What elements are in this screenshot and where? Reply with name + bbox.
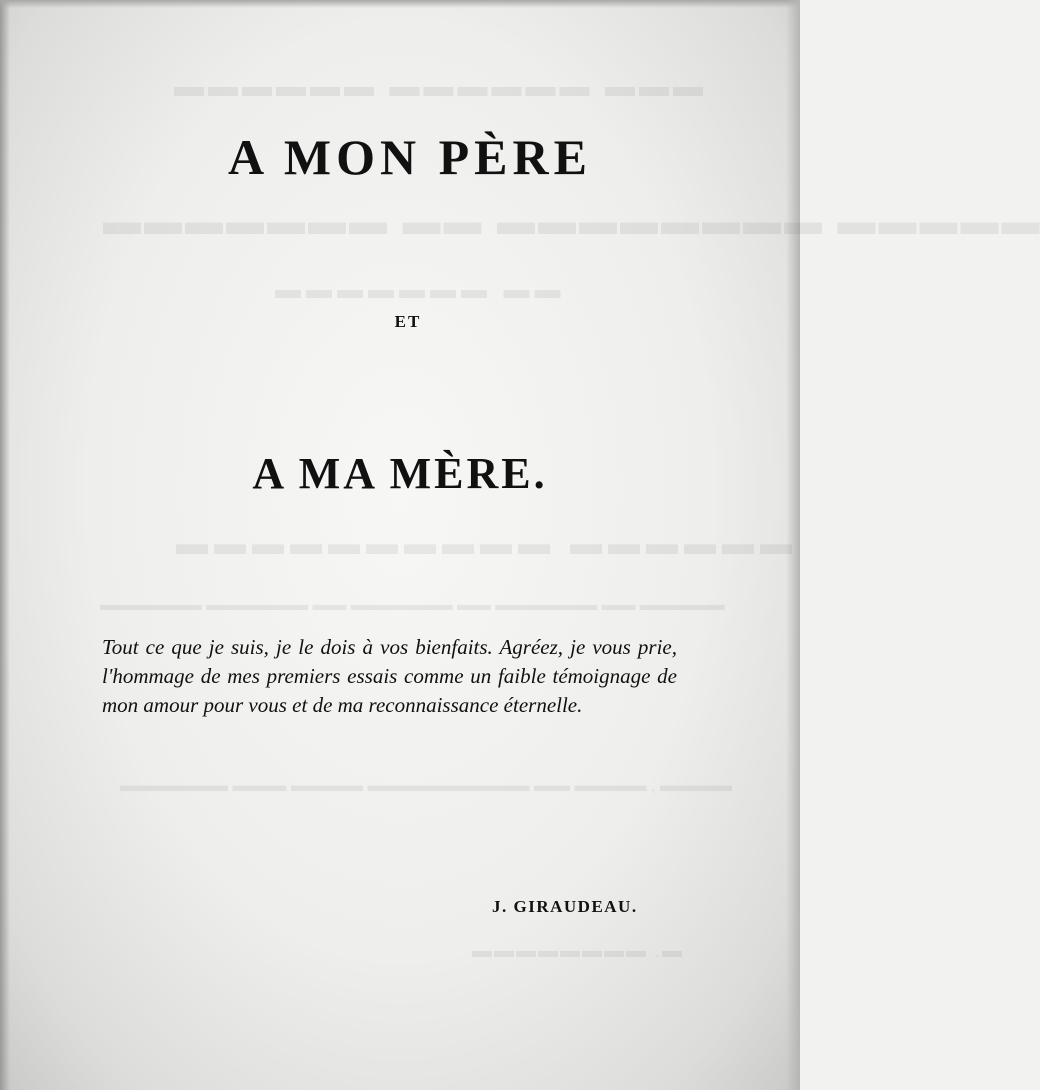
page-top-shadow bbox=[0, 0, 800, 8]
conjunction-label: ET bbox=[394, 312, 422, 331]
dedication-title-mother: A MA MÈRE. bbox=[252, 449, 548, 498]
author-signature: J. GIRAUDEAU. bbox=[492, 897, 638, 916]
dedication-title-father: A MON PÈRE bbox=[228, 129, 592, 185]
dedication-paragraph: Tout ce que je suis, je le dois à vos bienfaits. Agréez, je vous prie, l'hommage de mes premiers essais comme un faible témoignage de mon amour pour vous et de ma reconnaissance éternelle. bbox=[102, 635, 677, 717]
bleed-through-texture: ▬▬▬ ▬▬▬▬▬▬ ▬▬▬▬▬▬ ▬▬▬▬▬ ▬▬▬▬▬▬▬▬ ▬▬ ▬▬▬▬▬▬▬ ▬▬ ▬▬▬▬▬▬▬ ▬▬▬▬▬▬ ▬▬▬▬▬▬▬▬▬▬ ▬▬▬▬▬ ▬▬ ▬▬▬▬▬▬ ▬▬ ▬▬▬▬▬▬ ▬▬ ▬▬▬▬▬▬ ▬▬▬▬▬▬ ▬▬▬▬ , ▬▬▬▬ ▬▬ ▬▬▬▬▬▬▬▬▬ ▬▬▬▬ ▬▬▬ ▬▬▬▬▬▬ ▬. ▬▬▬▬▬▬▬▬ bbox=[100, 70, 1040, 962]
